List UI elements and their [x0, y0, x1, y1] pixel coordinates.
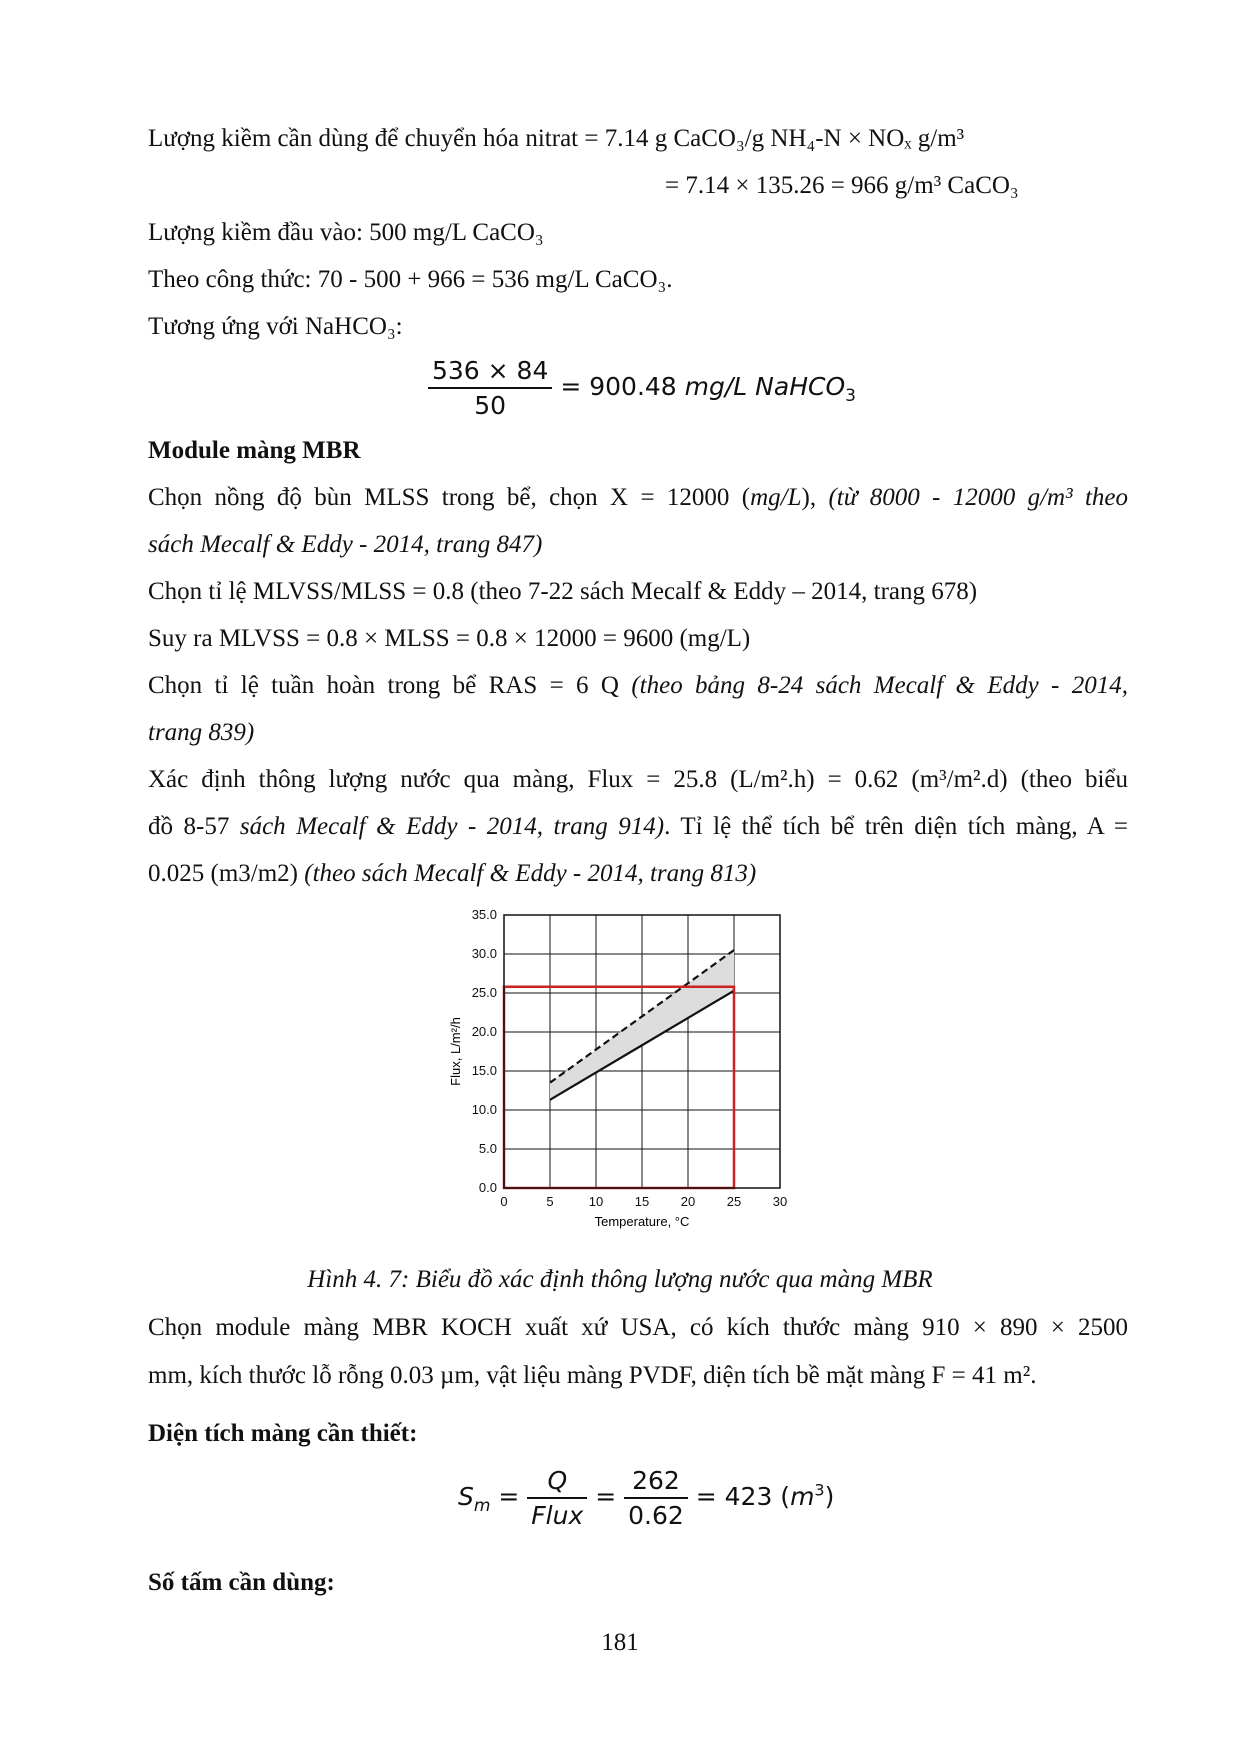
equation-lhs: S — [458, 1482, 474, 1511]
text-run: (theo sách Mecalf & Eddy - 2014, trang 813) — [304, 860, 757, 887]
equation-rhs: = 423 ( — [695, 1482, 791, 1511]
text-run: Chọn module màng MBR KOCH xuất xứ USA, có kích thước màng 910 × 890 × 2500 — [148, 1314, 1128, 1341]
equals-sign: = — [595, 1482, 617, 1511]
equation-rhs-subscript: 3 — [845, 386, 856, 406]
fraction-denominator: Flux — [531, 1501, 584, 1530]
equation-rhs-superscript: 3 — [814, 1480, 825, 1500]
equation-rhs-close: ) — [824, 1482, 835, 1511]
nahco3-line: Tương ứng với NaHCO₃: — [148, 313, 403, 340]
x-tick-label: 20 — [680, 1194, 696, 1209]
fraction-denominator: 50 — [474, 391, 507, 420]
flux-paragraph-line1 — [148, 765, 1128, 795]
chart-tick-labels — [472, 907, 788, 1209]
x-axis-label: Temperature, °C — [594, 1214, 690, 1229]
text-run: sách Mecalf & Eddy - 2014, trang 914) — [239, 813, 665, 840]
text-run: . Tỉ lệ thể tích bể trên diện tích màng, A = — [664, 813, 1128, 840]
y-tick-label: 25.0 — [471, 985, 497, 1000]
section-heading-sheets: Số tấm cần dùng: — [148, 1569, 335, 1596]
y-tick-label: 30.0 — [471, 946, 497, 961]
y-tick-label: 15.0 — [471, 1063, 497, 1078]
text-run: (từ 8000 - 12000 g/m³ theo — [828, 484, 1128, 511]
ras-paragraph-line2: trang 839) — [148, 719, 255, 746]
formula-line: Theo công thức: 70 - 500 + 966 = 536 mg/L CaCO₃. — [148, 266, 673, 293]
flux-paragraph-line2 — [148, 812, 1128, 842]
inlet-alkalinity-line: Lượng kiềm đầu vào: 500 mg/L CaCO₃ — [148, 219, 544, 246]
module-paragraph-line1 — [148, 1313, 1128, 1343]
x-tick-label: 15 — [634, 1194, 650, 1209]
text-run: (theo bảng 8-24 sách Mecalf & Eddy - 2014, — [631, 672, 1128, 699]
x-tick-label: 0 — [500, 1194, 508, 1209]
y-axis-label: Flux, L/m²/h — [448, 1017, 463, 1086]
flux-temperature-chart — [430, 895, 840, 1270]
y-tick-label: 35.0 — [471, 907, 497, 922]
mlvss-result-line: Suy ra MLVSS = 0.8 × MLSS = 0.8 × 12000 = 9600 (mg/L) — [148, 625, 751, 652]
figure-caption: Hình 4. 7: Biểu đồ xác định thông lượng nước qua màng MBR — [307, 1266, 933, 1293]
x-tick-label: 10 — [588, 1194, 604, 1209]
x-tick-label: 25 — [726, 1194, 742, 1209]
text-run: Chọn tỉ lệ tuần hoàn trong bể RAS = 6 Q — [148, 672, 632, 699]
text-run: mg/L — [750, 484, 802, 511]
text-run: Chọn nồng độ bùn MLSS trong bể, chọn X = 12000 ( — [148, 484, 751, 511]
y-tick-label: 20.0 — [471, 1024, 497, 1039]
mlss-paragraph-line1 — [148, 483, 1128, 513]
section-heading-mbr: Module màng MBR — [148, 437, 361, 464]
mlss-paragraph-line2: sách Mecalf & Eddy - 2014, trang 847) — [148, 531, 543, 558]
fraction-numerator: 536 × 84 — [428, 356, 552, 389]
y-tick-label: 0.0 — [478, 1180, 497, 1195]
nahco3-fraction — [428, 356, 552, 420]
area-fraction-2 — [624, 1466, 688, 1530]
fraction-numerator: 262 — [624, 1466, 688, 1499]
equation-rhs-unit: mg/L NaHCO — [684, 372, 846, 401]
ras-paragraph-line1 — [148, 671, 1128, 701]
area-equation — [458, 1466, 834, 1530]
text-run: 0.025 (m3/m2) — [148, 860, 305, 887]
nahco3-equation — [428, 356, 856, 420]
highlight-rectangle — [504, 987, 734, 1188]
equation-rhs-unit: m — [790, 1482, 815, 1511]
equals-sign: = — [498, 1482, 520, 1511]
equation-lhs-subscript: m — [473, 1496, 491, 1516]
x-tick-label: 30 — [772, 1194, 788, 1209]
module-paragraph-line2: mm, kích thước lỗ rỗng 0.03 µm, vật liệu màng PVDF, diện tích bề mặt màng F = 41 m². — [148, 1362, 1037, 1389]
alkalinity-line: Lượng kiềm cần dùng để chuyển hóa nitrat = 7.14 g CaCO₃/g NH₄-N × NOₓ g/m³ — [148, 125, 965, 152]
fraction-numerator: Q — [527, 1466, 587, 1499]
y-tick-label: 5.0 — [478, 1141, 497, 1156]
alkalinity-result-line: = 7.14 × 135.26 = 966 g/m³ CaCO₃ — [665, 172, 1019, 199]
x-tick-label: 5 — [546, 1194, 554, 1209]
page-number: 181 — [601, 1629, 639, 1656]
fraction-denominator: 0.62 — [628, 1501, 684, 1530]
text-run: đồ 8-57 — [148, 813, 240, 840]
chart-grid — [504, 915, 780, 1188]
mlvss-ratio-line: Chọn tỉ lệ MLVSS/MLSS = 0.8 (theo 7-22 sách Mecalf & Eddy – 2014, trang 678) — [148, 578, 978, 605]
equation-rhs-value: = 900.48 — [560, 372, 685, 401]
text-run: Xác định thông lượng nước qua màng, Flux = 25.8 (L/m².h) = 0.62 (m³/m².d) (theo biểu — [148, 766, 1128, 793]
area-fraction-1 — [527, 1466, 587, 1530]
flux-paragraph-line3 — [148, 859, 756, 889]
y-tick-label: 10.0 — [471, 1102, 497, 1117]
text-run: ), — [801, 484, 829, 511]
section-heading-area: Diện tích màng cần thiết: — [148, 1420, 418, 1447]
